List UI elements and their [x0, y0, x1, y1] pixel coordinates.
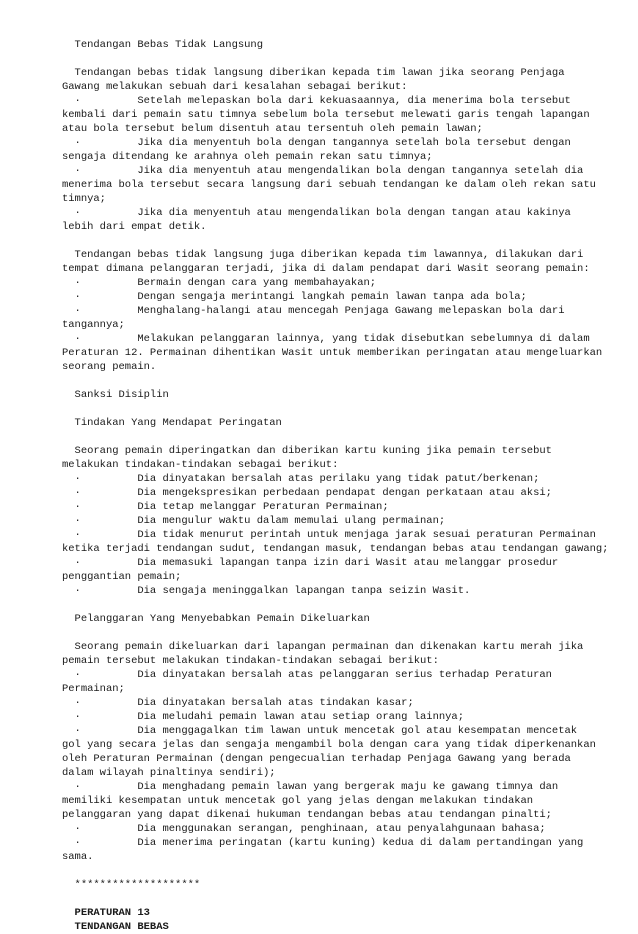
text-line: · Bermain dengan cara yang membahayakan;: [62, 277, 377, 289]
text-line: · Menghalang-halangi atau mencegah Penjaga Gawang melepaskan bola dari: [62, 305, 565, 317]
text-line: · Dia menghadang pemain lawan yang bergerak maju ke gawang timnya dan: [62, 781, 559, 793]
blank-line: [62, 864, 628, 878]
text-line: · Dia tidak menurut perintah untuk menjaga jarak sesuai peraturan Permainan: [62, 529, 596, 541]
text-line: seorang pemain.: [62, 361, 157, 373]
text-line: · Dia meludahi pemain lawan atau setiap orang lainnya;: [62, 711, 464, 723]
text-line: · Dia dinyatakan bersalah atas perilaku yang tidak patut/berkenan;: [62, 473, 540, 485]
text-line: Sanksi Disiplin: [62, 389, 169, 401]
text-line: · Dia mengekspresikan perbedaan pendapat dengan perkataan atau aksi;: [62, 487, 552, 499]
blank-line: [62, 402, 628, 416]
blank-line: [62, 598, 628, 612]
text-line: tempat dimana pelanggaran terjadi, jika di dalam pendapat dari Wasit seorang pemain:: [62, 263, 590, 275]
text-line: ********************: [62, 879, 201, 891]
text-line: pelanggaran yang dapat dikenai hukuman tendangan bebas atau tendangan pinalti;: [62, 809, 552, 821]
text-line: Tendangan bebas tidak langsung juga diberikan kepada tim lawannya, dilakukan dari: [62, 249, 584, 261]
text-line: melakukan tindakan-tindakan sebagai berikut:: [62, 459, 339, 471]
text-line: · Jika dia menyentuh bola dengan tangannya setelah bola tersebut dengan: [62, 137, 571, 149]
text-line: dalam wilayah pinaltinya sendiri);: [62, 767, 276, 779]
text-line: Pelanggaran Yang Menyebabkan Pemain Dikeluarkan: [62, 613, 370, 625]
blank-line: [62, 234, 628, 248]
text-line: Seorang pemain dikeluarkan dari lapangan permainan dan dikenakan kartu merah jika: [62, 641, 584, 653]
text-line: · Dia dinyatakan bersalah atas tindakan kasar;: [62, 697, 414, 709]
document-body: [62, 38, 628, 934]
text-line: atau bola tersebut belum disentuh atau tersentuh oleh pemain lawan;: [62, 123, 483, 135]
text-line: ketika terjadi tendangan sudut, tendangan masuk, tendangan bebas atau tendangan gawang;: [62, 543, 609, 555]
text-line: · Jika dia menyentuh atau mengendalikan bola dengan tangannya setelah dia: [62, 165, 584, 177]
text-line: · Dengan sengaja merintangi langkah pemain lawan tanpa ada bola;: [62, 291, 527, 303]
text-line: sama.: [62, 851, 94, 863]
text-line: Gawang melakukan sebuah dari kesalahan sebagai berikut:: [62, 81, 408, 93]
text-line: · Dia mengulur waktu dalam memulai ulang permainan;: [62, 515, 446, 527]
text-line: Permainan;: [62, 683, 125, 695]
text-line: Tendangan bebas tidak langsung diberikan kepada tim lawan jika seorang Penjaga: [62, 67, 565, 79]
blank-line: [62, 892, 628, 906]
blank-line: [62, 626, 628, 640]
text-line: gol yang secara jelas dan sengaja mengambil bola dengan cara yang tidak diperkenankan: [62, 739, 596, 751]
text-line: timnya;: [62, 193, 106, 205]
text-line: Peraturan 12. Permainan dihentikan Wasit untuk memberikan peringatan atau mengeluarkan: [62, 347, 603, 359]
text-line: menerima bola tersebut secara langsung dari sebuah tendangan ke dalam oleh rekan satu: [62, 179, 596, 191]
text-line: Tindakan Yang Mendapat Peringatan: [62, 417, 282, 429]
text-line: · Dia menerima peringatan (kartu kuning) kedua di dalam pertandingan yang: [62, 837, 584, 849]
text-line: tangannya;: [62, 319, 125, 331]
blank-line: [62, 52, 628, 66]
text-line: · Setelah melepaskan bola dari kekuasaannya, dia menerima bola tersebut: [62, 95, 571, 107]
text-line: Seorang pemain diperingatkan dan diberikan kartu kuning jika pemain tersebut: [62, 445, 552, 457]
text-line: memiliki kesempatan untuk mencetak gol yang jelas dengan melakukan tindakan: [62, 795, 534, 807]
text-line: · Jika dia menyentuh atau mengendalikan bola dengan tangan atau kakinya: [62, 207, 571, 219]
text-line: sengaja ditendang ke arahnya oleh pemain rekan satu timnya;: [62, 151, 433, 163]
text-line: · Dia menggagalkan tim lawan untuk mencetak gol atau kesempatan mencetak: [62, 725, 578, 737]
text-line: lebih dari empat detik.: [62, 221, 207, 233]
text-line: penggantian pemain;: [62, 571, 182, 583]
blank-line: [62, 430, 628, 444]
text-line: · Melakukan pelanggaran lainnya, yang tidak disebutkan sebelumnya di dalam: [62, 333, 590, 345]
text-line: · Dia dinyatakan bersalah atas pelanggaran serius terhadap Peraturan: [62, 669, 552, 681]
text-line: PERATURAN 13: [62, 907, 150, 919]
text-line: pemain tersebut melakukan tindakan-tindakan sebagai berikut:: [62, 655, 439, 667]
text-line: · Dia tetap melanggar Peraturan Permainan;: [62, 501, 389, 513]
text-line: TENDANGAN BEBAS: [62, 921, 169, 933]
blank-line: [62, 374, 628, 388]
text-line: · Dia menggunakan serangan, penghinaan, atau penyalahgunaan bahasa;: [62, 823, 546, 835]
text-line: kembali dari pemain satu timnya sebelum bola tersebut melewati garis tengah lapangan: [62, 109, 590, 121]
text-line: · Dia sengaja meninggalkan lapangan tanpa seizin Wasit.: [62, 585, 471, 597]
text-line: · Dia memasuki lapangan tanpa izin dari Wasit atau melanggar prosedur: [62, 557, 559, 569]
text-line: oleh Peraturan Permainan (dengan pengecualian terhadap Penjaga Gawang yang berada: [62, 753, 571, 765]
text-line: Tendangan Bebas Tidak Langsung: [62, 39, 263, 51]
